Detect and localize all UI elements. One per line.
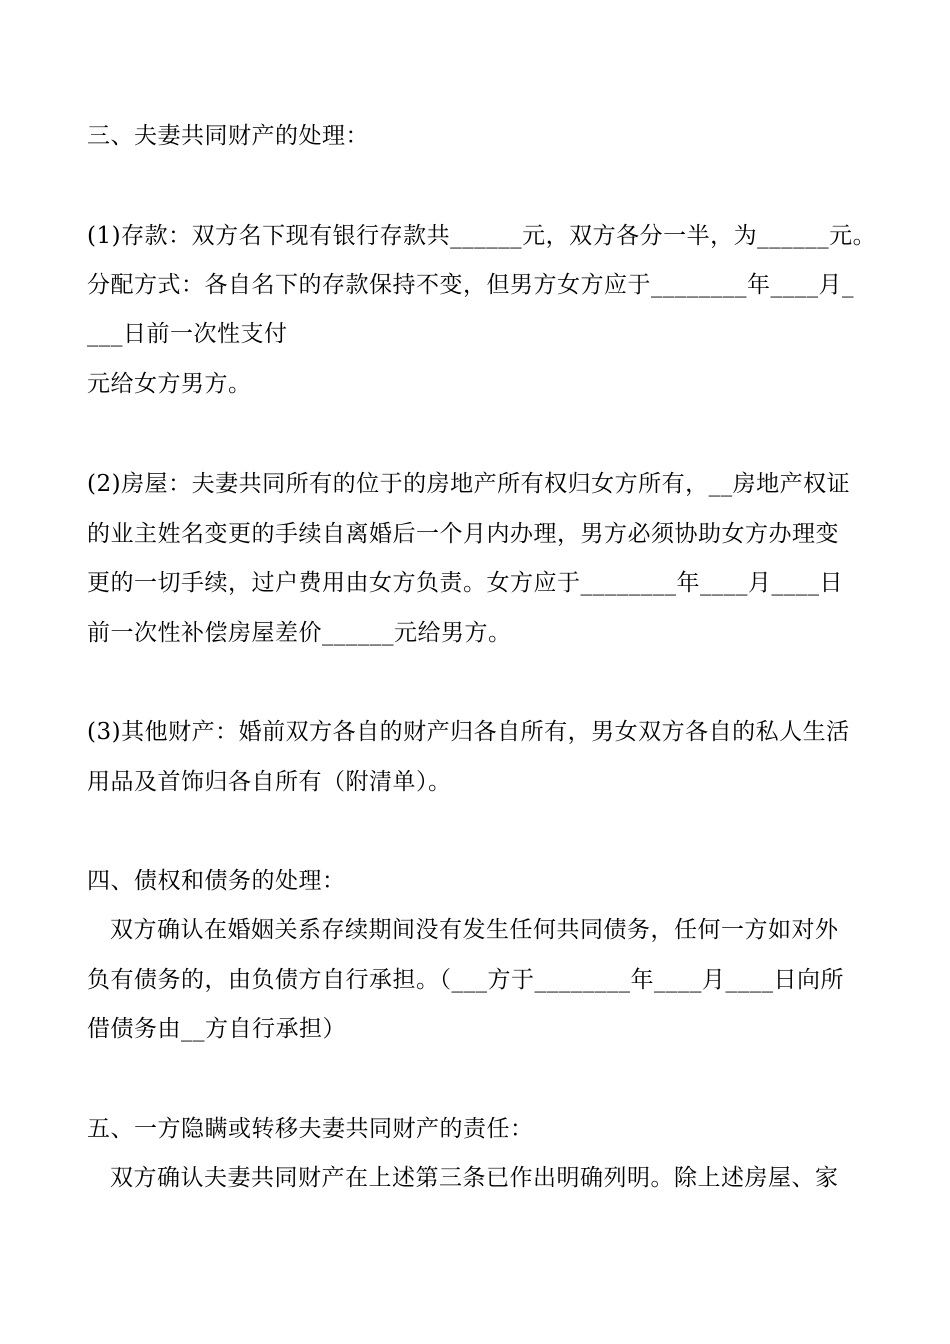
deposit-line-3: ___日前一次性支付 (87, 321, 288, 347)
house-line-2: 的业主姓名变更的手续自离婚后一个月内办理，男方必须协助女方办理变 (87, 521, 839, 547)
section-4-heading: 四、债权和债务的处理： (87, 868, 346, 894)
house-line-3: 更的一切手续，过户费用由女方负责。女方应于________年____月____日 (87, 570, 843, 596)
debt-line-2: 负有债务的，由负债方自行承担。（___方于________年____月____日向所 (87, 967, 844, 993)
debt-line-3: 借债务由__方自行承担） (87, 1016, 346, 1042)
section-3-heading: 三、夫妻共同财产的处理： (87, 123, 369, 149)
deposit-line-2: 分配方式：各自名下的存款保持不变，但男方女方应于________年____月_ (87, 272, 854, 298)
debt-line-1: 双方确认在婚姻关系存续期间没有发生任何共同债务，任何一方如对外 (110, 917, 839, 943)
other-property-line-1: (3)其他财产：婚前双方各自的财产归各自所有，男女双方各自的私人生活 (87, 719, 850, 745)
other-property-line-2: 用品及首饰归各自所有（附清单）。 (87, 769, 452, 795)
concealment-line-1: 双方确认夫妻共同财产在上述第三条已作出明确列明。除上述房屋、家 (110, 1165, 839, 1191)
house-line-1: (2)房屋：夫妻共同所有的位于的房地产所有权归女方所有，__房地产权证 (87, 471, 851, 497)
house-line-4: 前一次性补偿房屋差价______元给男方。 (87, 620, 512, 646)
deposit-line-4: 元给女方男方。 (87, 371, 252, 397)
deposit-line-1: (1)存款：双方名下现有银行存款共______元，双方各分一半，为______元。 (87, 223, 877, 249)
section-5-heading: 五、一方隐瞒或转移夫妻共同财产的责任： (87, 1116, 534, 1142)
